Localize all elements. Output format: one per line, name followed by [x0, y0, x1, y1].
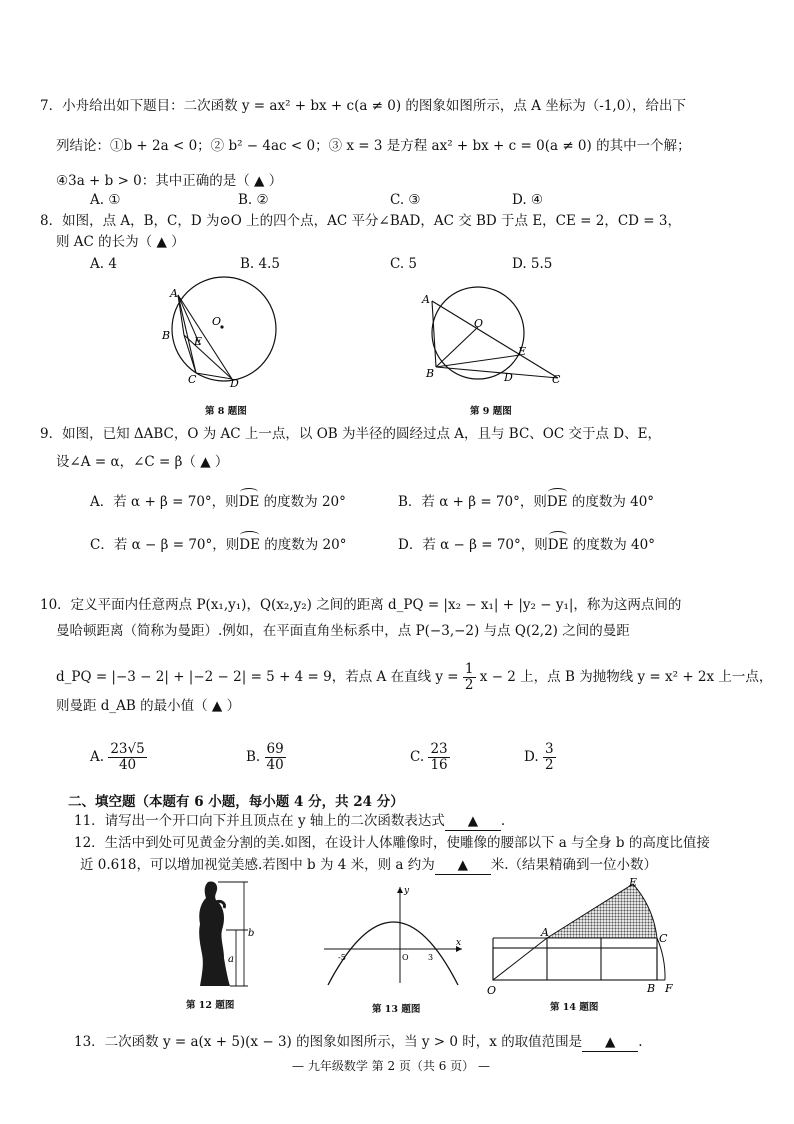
arc-de-d: DE: [547, 537, 569, 553]
q7-option-c[interactable]: C. ③: [390, 192, 421, 208]
fig8-label-e: E: [194, 335, 203, 348]
q10-fraction-half: $\frac{1}{2}$: [464, 661, 474, 693]
q11-answer-blank[interactable]: ▲: [445, 812, 501, 831]
fig13-label-y: y: [404, 886, 410, 896]
page-footer: — 九年级数学 第 2 页（共 6 页） —: [292, 1059, 490, 1073]
q12-line2: 近 0.618，可以增加视觉美感.若图中 b 为 4 米，则 a 约为 ▲ 米.（结果精确到一位小数）: [80, 857, 658, 873]
fig8-label-d: D: [230, 377, 239, 390]
fig9-label-c: C: [552, 373, 561, 386]
arc-de-b: DE: [546, 494, 568, 510]
fig13-label-neg5: -5: [338, 953, 346, 962]
fig14-label-e: E: [629, 876, 638, 889]
figure-14-diagram: [485, 876, 685, 996]
q10-option-d[interactable]: D. $\frac{3}{2}$: [524, 741, 554, 773]
fig9-label-a: A: [422, 293, 430, 306]
q13-answer-blank[interactable]: ▲: [582, 1033, 638, 1052]
q8-option-b[interactable]: B. 4.5: [240, 256, 280, 272]
figure-12-caption: 第 12 题图: [186, 1000, 235, 1011]
q9-option-c[interactable]: C．若 α − β = 70°，则DE 的度数为 20°: [90, 537, 347, 553]
arc-de-c: DE: [239, 537, 260, 553]
q10-option-b[interactable]: B. $\frac{69}{40}$: [246, 741, 284, 773]
fig14-label-o: O: [487, 984, 497, 996]
fig14-label-b: B: [647, 982, 656, 995]
q7-option-b[interactable]: B. ②: [238, 192, 269, 208]
q7-option-a[interactable]: A. ①: [90, 192, 121, 208]
q10-line4: 则曼距 d_AB 的最小值（ ▲ ）: [56, 698, 241, 714]
q10-line1: 10．定义平面内任意两点 P(x₁,y₁)，Q(x₂,y₂) 之间的距离 d_PQ = |x₂ − x₁| + |y₂ − y₁|，称为这两点间的: [40, 597, 682, 613]
fig9-label-b: B: [426, 367, 435, 380]
q13-line: 13．二次函数 y = a(x + 5)(x − 3) 的图象如图所示，当 y > 0 时，x 的取值范围是 ▲ .: [74, 1034, 643, 1050]
q10-line2: 曼哈顿距离（简称为曼距）.例如，在平面直角坐标系中，点 P(−3,−2) 与点 Q(2,2) 之间的曼距: [56, 623, 630, 639]
fig8-label-b: B: [162, 329, 171, 342]
q9-line2: 设∠A = α，∠C = β（ ▲ ）: [56, 454, 229, 470]
fig14-label-c: C: [659, 932, 668, 945]
figure-12-statue: [186, 878, 266, 990]
figure-13-parabola: [318, 883, 468, 988]
q7-option-d[interactable]: D. ④: [512, 192, 544, 208]
fig14-label-f: F: [665, 982, 673, 995]
q7-line2: 列结论：①b + 2a < 0；② b² − 4ac < 0；③ x = 3 是方程 ax² + bx + c = 0(a ≠ 0) 的其中一个解；: [56, 138, 691, 154]
q8-line2: 则 AC 的长为（ ▲ ）: [56, 234, 185, 250]
fig13-label-3: 3: [428, 953, 434, 962]
fig9-label-d: D: [504, 371, 513, 384]
fig9-label-o: O: [474, 317, 484, 330]
q12-line1: 12．生活中到处可见黄金分割的美.如图，在设计人体雕像时，使雕像的腰部以下 a 与全身 b 的高度比值接: [74, 835, 710, 851]
q9-option-d[interactable]: D．若 α − β = 70°，则DE 的度数为 40°: [398, 537, 655, 553]
q10-option-c[interactable]: C. $\frac{23}{16}$: [410, 741, 448, 773]
q8-option-c[interactable]: C. 5: [390, 256, 418, 272]
q9-line1: 9．如图，已知 ΔABC，O 为 AC 上一点，以 OB 为半径的圆经过点 A，且与 BC、OC 交于点 D、E，: [40, 426, 661, 442]
fig13-label-x: x: [456, 938, 462, 948]
fig8-label-c: C: [188, 373, 197, 386]
fig12-label-b: b: [248, 928, 255, 939]
q8-option-d[interactable]: D. 5.5: [512, 256, 553, 272]
q10-line3: d_PQ = |−3 − 2| + |−2 − 2| = 5 + 4 = 9，若点 A 在直线 y = $\frac{1}{2}$ x − 2 上，点 B 为抛物线 y = x² + 2x 上一点，: [56, 661, 773, 693]
figure-8-caption: 第 8 题图: [205, 406, 247, 417]
figure-8-diagram: [150, 275, 290, 390]
figure-14-caption: 第 14 题图: [550, 1002, 599, 1013]
q10-option-a[interactable]: A. $\frac{23√5}{40}$: [90, 741, 145, 773]
q9-option-b[interactable]: B．若 α + β = 70°，则DE 的度数为 40°: [398, 494, 655, 510]
q12-answer-blank[interactable]: ▲: [435, 856, 491, 875]
q11-line: 11．请写出一个开口向下并且顶点在 y 轴上的二次函数表达式 ▲ .: [74, 813, 506, 829]
arc-de-a: DE: [238, 494, 260, 510]
figure-9-diagram: [418, 283, 568, 388]
figure-9-caption: 第 9 题图: [470, 406, 512, 417]
fig8-label-a: A: [170, 287, 178, 300]
fig8-label-o: O: [212, 315, 222, 328]
fig13-label-origin: O: [402, 953, 409, 962]
q7-line1: 7．小舟给出如下题目：二次函数 y = ax² + bx + c(a ≠ 0) 的图象如图所示，点 A 坐标为（-1,0），给出下: [40, 98, 687, 114]
q8-line1: 8．如图，点 A，B，C，D 为⊙O 上的四个点，AC 平分∠BAD，AC 交 BD 于点 E，CE = 2，CD = 3，: [40, 213, 681, 229]
figure-13-caption: 第 13 题图: [372, 1004, 421, 1015]
q8-option-a[interactable]: A. 4: [90, 256, 117, 272]
section-2-title: 二、填空题（本题有 6 小题，每小题 4 分，共 24 分）: [68, 794, 404, 810]
q9-option-a[interactable]: A．若 α + β = 70°，则DE 的度数为 20°: [90, 494, 346, 510]
fig9-label-e: E: [518, 345, 527, 358]
fig12-label-a: a: [228, 954, 234, 965]
q7-line3: ④3a + b > 0：其中正确的是（ ▲ ）: [56, 173, 283, 189]
fig14-label-a: A: [541, 926, 549, 939]
